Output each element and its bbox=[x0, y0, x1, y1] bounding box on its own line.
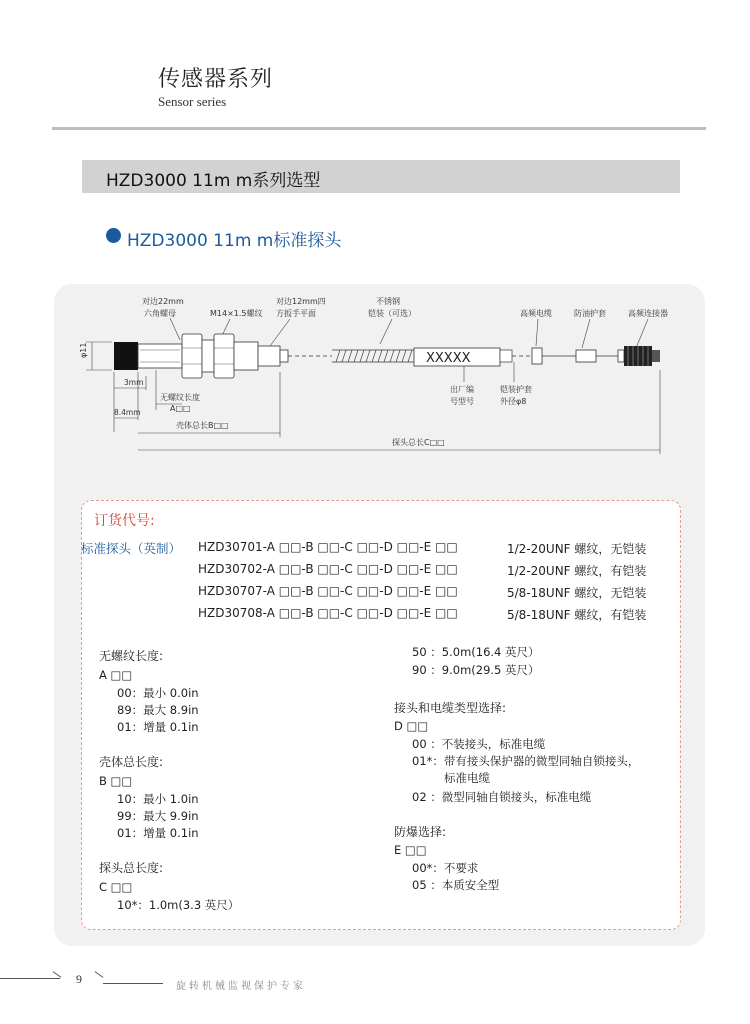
spec-c-item: 10*：1.0m(3.3 英尺） bbox=[117, 898, 240, 912]
marker-text: XXXXX bbox=[426, 351, 471, 366]
spec-d-item: 02 ：微型同轴自锁接头，标准电缆 bbox=[412, 790, 592, 804]
spec-b-item: 01：增量 0.1in bbox=[117, 826, 199, 840]
order-code-desc: 1/2-20UNF 螺纹，有铠装 bbox=[507, 564, 647, 578]
section-title: HZD3000 11m m系列选型 bbox=[106, 171, 321, 191]
spec-b-item: 10：最小 1.0in bbox=[117, 792, 199, 806]
order-code-row: HZD30707-A □□-B □□-C □□-D □□-E □□ bbox=[198, 584, 458, 598]
order-code-desc: 5/8-18UNF 螺纹，有铠装 bbox=[507, 608, 647, 622]
spec-a-item: 01：增量 0.1in bbox=[117, 720, 199, 734]
label-armor-2: 铠装（可选） bbox=[368, 309, 416, 318]
header-divider bbox=[52, 127, 706, 130]
section-header bbox=[82, 160, 680, 193]
label-hex-nut-1: 对边22mm bbox=[142, 297, 184, 306]
footer-rule-right bbox=[103, 983, 163, 984]
page-number: 9 bbox=[76, 972, 82, 986]
spec-e-item: 00*：不要求 bbox=[412, 861, 479, 875]
label-no-thread-2: A□□ bbox=[170, 404, 191, 413]
spec-d-title: 接头和电缆类型选择: bbox=[394, 701, 507, 715]
label-no-thread-1: 无螺纹长度 bbox=[160, 393, 200, 402]
label-3mm: 3mm bbox=[124, 378, 144, 387]
label-connector: 高频连接器 bbox=[628, 309, 668, 318]
label-thread: M14×1.5螺纹 bbox=[210, 309, 263, 318]
label-case-length: 壳体总长B□□ bbox=[176, 421, 229, 430]
label-armor-sleeve-1: 铠装护套 bbox=[500, 385, 532, 394]
probe-tip bbox=[114, 342, 138, 370]
spec-a-item: 89：最大 8.9in bbox=[117, 703, 199, 717]
spec-d-item: 00 ：不装接头，标准电缆 bbox=[412, 737, 546, 751]
label-wrench-1: 对边12mm四 bbox=[276, 297, 326, 306]
spec-e-title: 防爆选择: bbox=[394, 825, 447, 839]
footer-slash bbox=[53, 971, 62, 978]
spec-b-code: B □□ bbox=[99, 774, 133, 788]
spec-c-item: 90 ：9.0m(29.5 英尺） bbox=[412, 663, 540, 677]
order-code-row: HZD30702-A □□-B □□-C □□-D □□-E □□ bbox=[198, 562, 458, 576]
spec-b-title: 壳体总长度: bbox=[99, 755, 164, 769]
label-probe-length: 探头总长C□□ bbox=[392, 438, 445, 447]
label-hex-nut-2: 六角螺母 bbox=[144, 309, 176, 318]
probe-diagram bbox=[70, 292, 690, 462]
label-factory-2: 号型号 bbox=[450, 397, 474, 406]
spec-e-item: 05 ：本质安全型 bbox=[412, 878, 500, 892]
spec-d-item: 01*：带有接头保护器的微型同轴自锁接头， bbox=[412, 754, 640, 768]
spec-e-code: E □□ bbox=[394, 843, 427, 857]
label-diameter: φ11 bbox=[79, 342, 88, 358]
label-factory-1: 出厂编 bbox=[450, 385, 474, 394]
footer-slash bbox=[95, 971, 104, 978]
label-8mm: 8.4mm bbox=[114, 408, 141, 417]
order-code-title: 订货代号: bbox=[94, 513, 155, 529]
page-subtitle: Sensor series bbox=[158, 94, 227, 109]
footer-rule-left bbox=[0, 978, 60, 979]
order-code-row: HZD30701-A □□-B □□-C □□-D □□-E □□ bbox=[198, 540, 458, 554]
footer-tagline: 旋转机械监视保护专家 bbox=[176, 981, 306, 992]
spec-d-item: 标准电缆 bbox=[444, 771, 490, 785]
order-code-desc: 5/8-18UNF 螺纹，无铠装 bbox=[507, 586, 647, 600]
spec-c-title: 探头总长度: bbox=[99, 861, 164, 875]
subheading bbox=[106, 226, 341, 251]
spec-d-code: D □□ bbox=[394, 719, 429, 733]
spec-a-title: 无螺纹长度: bbox=[99, 649, 164, 663]
label-cable: 高频电缆 bbox=[520, 309, 552, 318]
label-armor-sleeve-2: 外径φ8 bbox=[500, 397, 527, 406]
label-wrench-2: 方扳手平面 bbox=[276, 309, 316, 318]
label-protector: 防油护套 bbox=[574, 309, 606, 318]
spec-a-code: A □□ bbox=[99, 668, 133, 682]
order-category-label: 标准探头（英制） bbox=[81, 541, 182, 556]
order-code-desc: 1/2-20UNF 螺纹，无铠装 bbox=[507, 542, 647, 556]
label-armor-1: 不锈钢 bbox=[376, 297, 400, 306]
spec-c-item: 50 ：5.0m(16.4 英尺） bbox=[412, 645, 540, 659]
page-title: 传感器系列 bbox=[158, 67, 274, 92]
spec-b-item: 99：最大 9.9in bbox=[117, 809, 199, 823]
spec-a-item: 00：最小 0.0in bbox=[117, 686, 199, 700]
subheading-text: HZD3000 11m m标准探头 bbox=[127, 231, 342, 251]
spec-c-code: C □□ bbox=[99, 880, 133, 894]
order-code-row: HZD30708-A □□-B □□-C □□-D □□-E □□ bbox=[198, 606, 458, 620]
